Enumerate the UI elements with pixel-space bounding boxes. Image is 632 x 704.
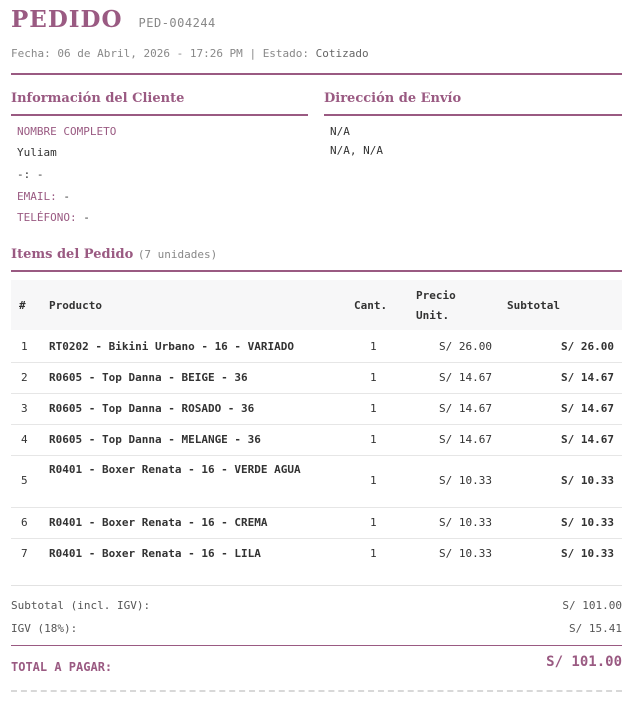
igv-value: S/ 15.41 <box>569 622 622 635</box>
row-product: RT0202 - Bikini Urbano - 16 - VARIADO <box>49 340 295 353</box>
table-row <box>11 331 622 363</box>
row-product: R0401 - Boxer Renata - 16 - CREMA <box>49 516 268 529</box>
row-price: S/ 26.00 <box>439 340 492 353</box>
column-header-subtotal: Subtotal <box>507 299 560 312</box>
order-meta <box>11 47 369 60</box>
table-row <box>11 538 622 569</box>
order-code: PED-004244 <box>138 16 216 30</box>
documento-value: - <box>36 168 44 181</box>
column-header-num: # <box>19 299 26 312</box>
header-divider <box>11 73 622 75</box>
column-header-qty: Cant. <box>354 299 388 312</box>
row-price: S/ 14.67 <box>439 402 492 415</box>
subtotal-label: Subtotal (incl. IGV): <box>11 599 151 612</box>
row-number: 1 <box>21 340 28 353</box>
row-number: 3 <box>21 402 28 415</box>
fecha-label: Fecha: <box>11 47 51 60</box>
row-product: R0401 - Boxer Renata - 16 - VERDE AGUA <box>49 463 301 476</box>
table-row <box>11 393 622 425</box>
email-value: - <box>63 190 70 203</box>
column-header-product: Producto <box>49 299 102 312</box>
document-header <box>11 6 216 33</box>
table-row <box>11 455 622 508</box>
row-number: 7 <box>21 547 28 560</box>
row-product: R0605 - Top Danna - BEIGE - 36 <box>49 371 248 384</box>
envio-line-1: N/A <box>330 125 350 138</box>
subtotal-value: S/ 101.00 <box>562 599 622 612</box>
envio-divider <box>324 114 622 116</box>
row-product: R0605 - Top Danna - MELANGE - 36 <box>49 433 261 446</box>
dashed-footer-divider <box>11 690 622 692</box>
subtotal-line <box>11 599 622 612</box>
row-price: S/ 14.67 <box>439 371 492 384</box>
row-subtotal: S/ 10.33 <box>561 516 614 529</box>
telefono-line <box>17 211 90 224</box>
row-qty: 1 <box>370 516 377 529</box>
items-section-title <box>11 247 217 262</box>
row-qty: 1 <box>370 340 377 353</box>
row-subtotal: S/ 10.33 <box>561 474 614 487</box>
row-price: S/ 10.33 <box>439 474 492 487</box>
row-number: 6 <box>21 516 28 529</box>
items-divider <box>11 270 622 272</box>
items-count: (7 unidades) <box>137 248 218 261</box>
nombre-label: NOMBRE COMPLETO <box>17 125 117 138</box>
email-label: EMAIL: <box>17 190 57 203</box>
igv-line <box>11 622 622 635</box>
column-header-price-line2: Unit. <box>416 309 450 322</box>
row-qty: 1 <box>370 547 377 560</box>
estado-label: Estado: <box>262 47 310 60</box>
items-title-text: Items del Pedido <box>11 247 134 262</box>
documento-line <box>17 168 44 181</box>
column-header-price-line1: Precio <box>416 289 456 302</box>
row-price: S/ 10.33 <box>439 547 492 560</box>
meta-separator: | <box>249 47 257 60</box>
total-value: S/ 101.00 <box>546 654 622 670</box>
fecha-value: 06 de Abril, 2026 - 17:26 PM <box>57 47 243 60</box>
table-row <box>11 362 622 394</box>
row-product: R0605 - Top Danna - ROSADO - 36 <box>49 402 255 415</box>
total-line <box>11 656 622 675</box>
row-qty: 1 <box>370 433 377 446</box>
cliente-divider <box>11 114 308 116</box>
row-number: 2 <box>21 371 28 384</box>
telefono-value: - <box>83 211 90 224</box>
row-subtotal: S/ 14.67 <box>561 433 614 446</box>
row-qty: 1 <box>370 474 377 487</box>
row-subtotal: S/ 14.67 <box>561 402 614 415</box>
row-price: S/ 14.67 <box>439 433 492 446</box>
email-line <box>17 190 70 203</box>
table-row <box>11 507 622 539</box>
total-label: TOTAL A PAGAR: <box>11 660 113 674</box>
envio-line-2: N/A, N/A <box>330 144 383 157</box>
row-price: S/ 10.33 <box>439 516 492 529</box>
row-product: R0401 - Boxer Renata - 16 - LILA <box>49 547 261 560</box>
igv-label: IGV (18%): <box>11 622 78 635</box>
row-qty: 1 <box>370 402 377 415</box>
cliente-section-title: Información del Cliente <box>11 91 185 106</box>
row-subtotal: S/ 26.00 <box>561 340 614 353</box>
row-number: 5 <box>21 474 28 487</box>
telefono-label: TELÉFONO: <box>17 211 77 224</box>
row-subtotal: S/ 10.33 <box>561 547 614 560</box>
page-title: PEDIDO <box>11 6 123 33</box>
row-subtotal: S/ 14.67 <box>561 371 614 384</box>
total-divider <box>11 645 622 646</box>
envio-section-title: Dirección de Envío <box>324 91 462 106</box>
row-qty: 1 <box>370 371 377 384</box>
nombre-value: Yuliam <box>17 146 57 159</box>
items-table-header <box>11 280 622 330</box>
estado-value: Cotizado <box>315 47 369 60</box>
totals-divider <box>11 585 622 586</box>
documento-label: -: <box>17 168 31 181</box>
table-row <box>11 424 622 456</box>
row-number: 4 <box>21 433 28 446</box>
